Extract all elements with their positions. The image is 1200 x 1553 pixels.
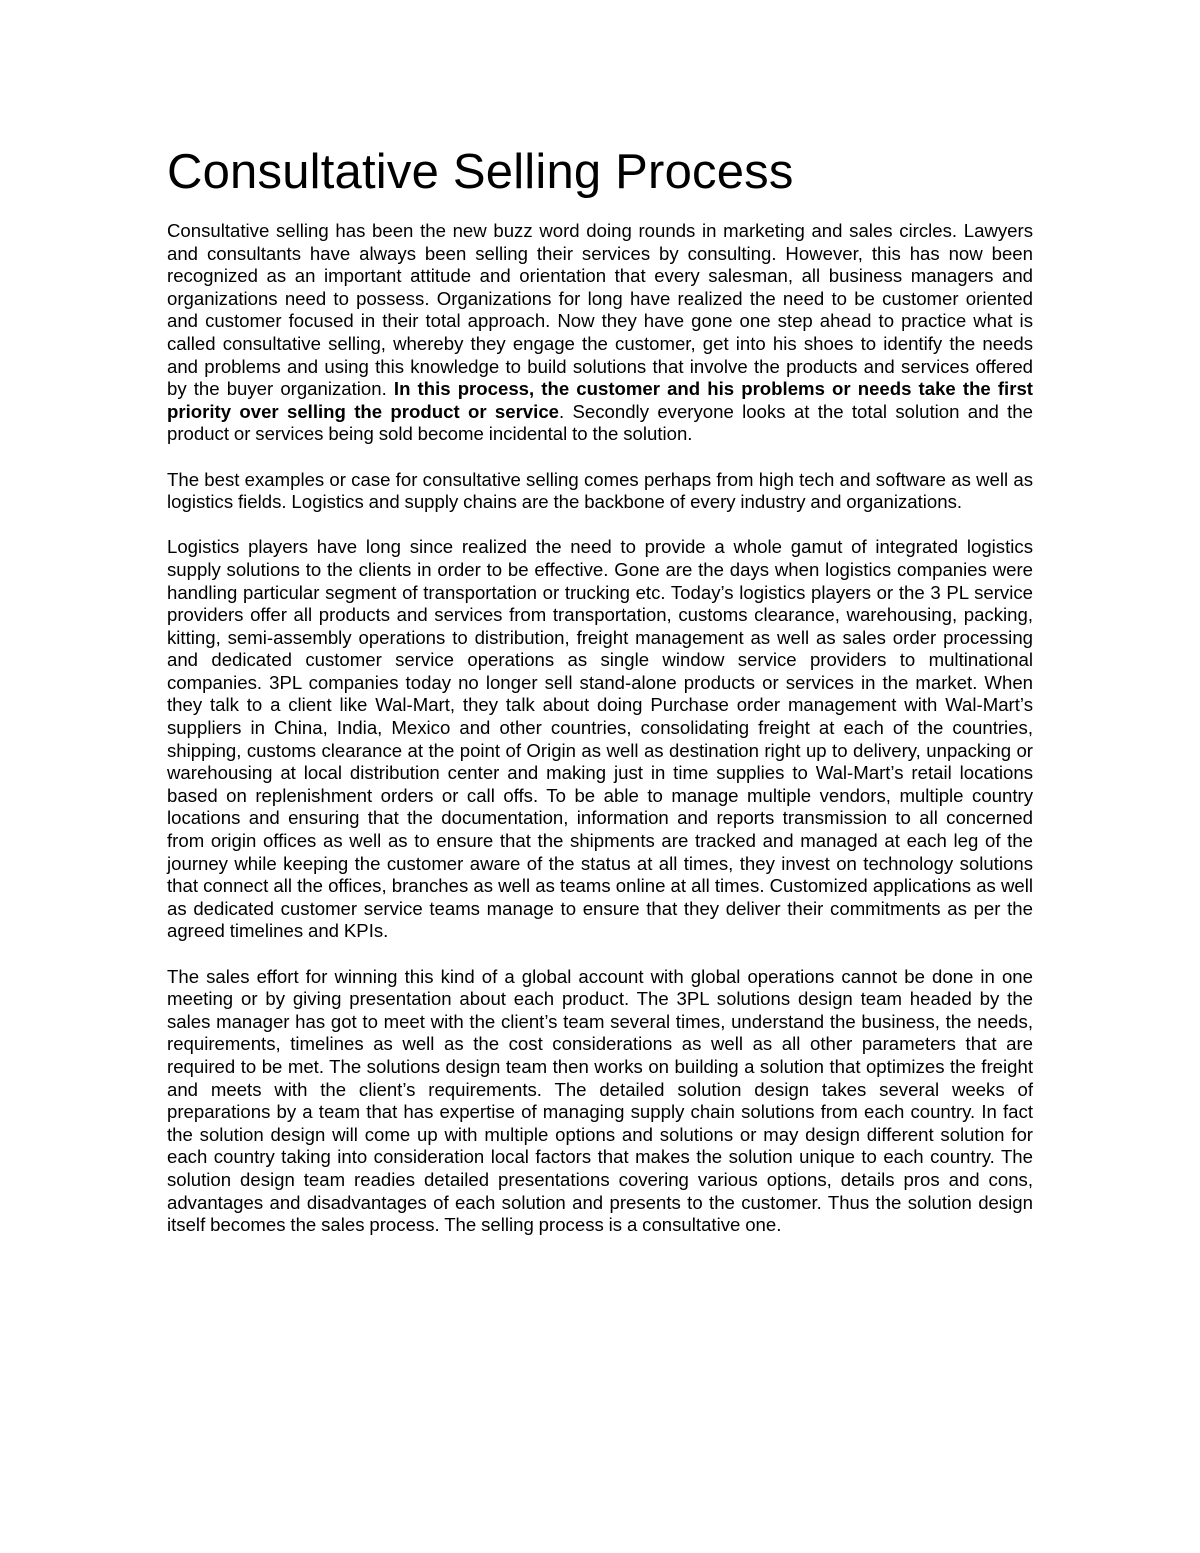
paragraph-1-text-end: . Secondly everyone looks at the total solution and the product or services being sold become incidental to the solution. [167,400,1033,445]
document-title: Consultative Selling Process [167,145,794,199]
paragraph-4: The sales effort for winning this kind of a global account with global operations cannot be done in one meeting or by giving presentation about each product. The 3PL solutions design team headed by the sales manager has got to meet with the client’s team several times, understand the business, the needs, requirements, timelines as well as the cost considerations as well as all other parameters that are required to be met. The solutions design team then works on building a solution that optimizes the freight and meets with the client’s requirements. The detailed solution design takes several weeks of preparations by a team that has expertise of managing supply chain solutions from each country. In fact the solution design will come up with multiple options and solutions or may design different solution for each country taking into consideration local factors that makes the solution unique to each country. The solution design team readies detailed presentations covering various options, details pros and cons, advantages and disadvantages of each solution and presents to the customer. Thus the solution design itself becomes the sales process. The selling process is a consultative one. [167,965,1033,1236]
paragraph-1 [167,220,1033,446]
document-page [167,140,1033,1259]
paragraph-2: The best examples or case for consultative selling comes perhaps from high tech and software as well as logistics fields. Logistics and supply chains are the backbone of every industry and organizations. [167,468,1033,513]
paragraph-3: Logistics players have long since realized the need to provide a whole gamut of integrated logistics supply solutions to the clients in order to be effective. Gone are the days when logistics companies were handling particular segment of transportation or trucking etc. Today’s logistics players or the 3 PL service providers offer all products and services from transportation, customs clearance, warehousing, packing, kitting, semi-assembly operations to distribution, freight management as well as sales order processing and dedicated customer service operations as single window service providers to multinational companies. 3PL companies today no longer sell stand-alone products or services in the market. When they talk to a client like Wal-Mart, they talk about doing Purchase order management with Wal-Mart’s suppliers in China, India, Mexico and other countries, consolidating freight at each of the countries, shipping, customs clearance at the point of Origin as well as destination right up to delivery, unpacking or warehousing at local distribution center and making just in time supplies to Wal-Mart’s retail locations based on replenishment orders or call offs. To be able to manage multiple vendors, multiple country locations and ensuring that the documentation, information and reports transmission to all concerned from origin offices as well as to ensure that the shipments are tracked and managed at each leg of the journey while keeping the customer aware of the status at all times, they invest on technology solutions that connect all the offices, branches as well as teams online at all times. Customized applications as well as dedicated customer service teams manage to ensure that they deliver their commitments as per the agreed timelines and KPIs. [167,536,1033,942]
paragraph-1-bold-text: In this process, the customer and his problems or needs take the first priority over selling the product or service [167,378,1033,422]
paragraph-1-text: Consultative selling has been the new buzz word doing rounds in marketing and sales circles. Lawyers and consultants have always been selling their services by consulting. However, this has now been recognized as an important attitude and orientation that every salesman, all business managers and organizations need to possess. Organizations for long have realized the need to be customer oriented and customer focused in their total approach. Now they have gone one step ahead to practice what is called consultative selling, whereby they engage the customer, get into his shoes to identify the needs and problems and using this knowledge to build solutions that involve the products and services offered by the buyer organization. [167,220,1033,400]
